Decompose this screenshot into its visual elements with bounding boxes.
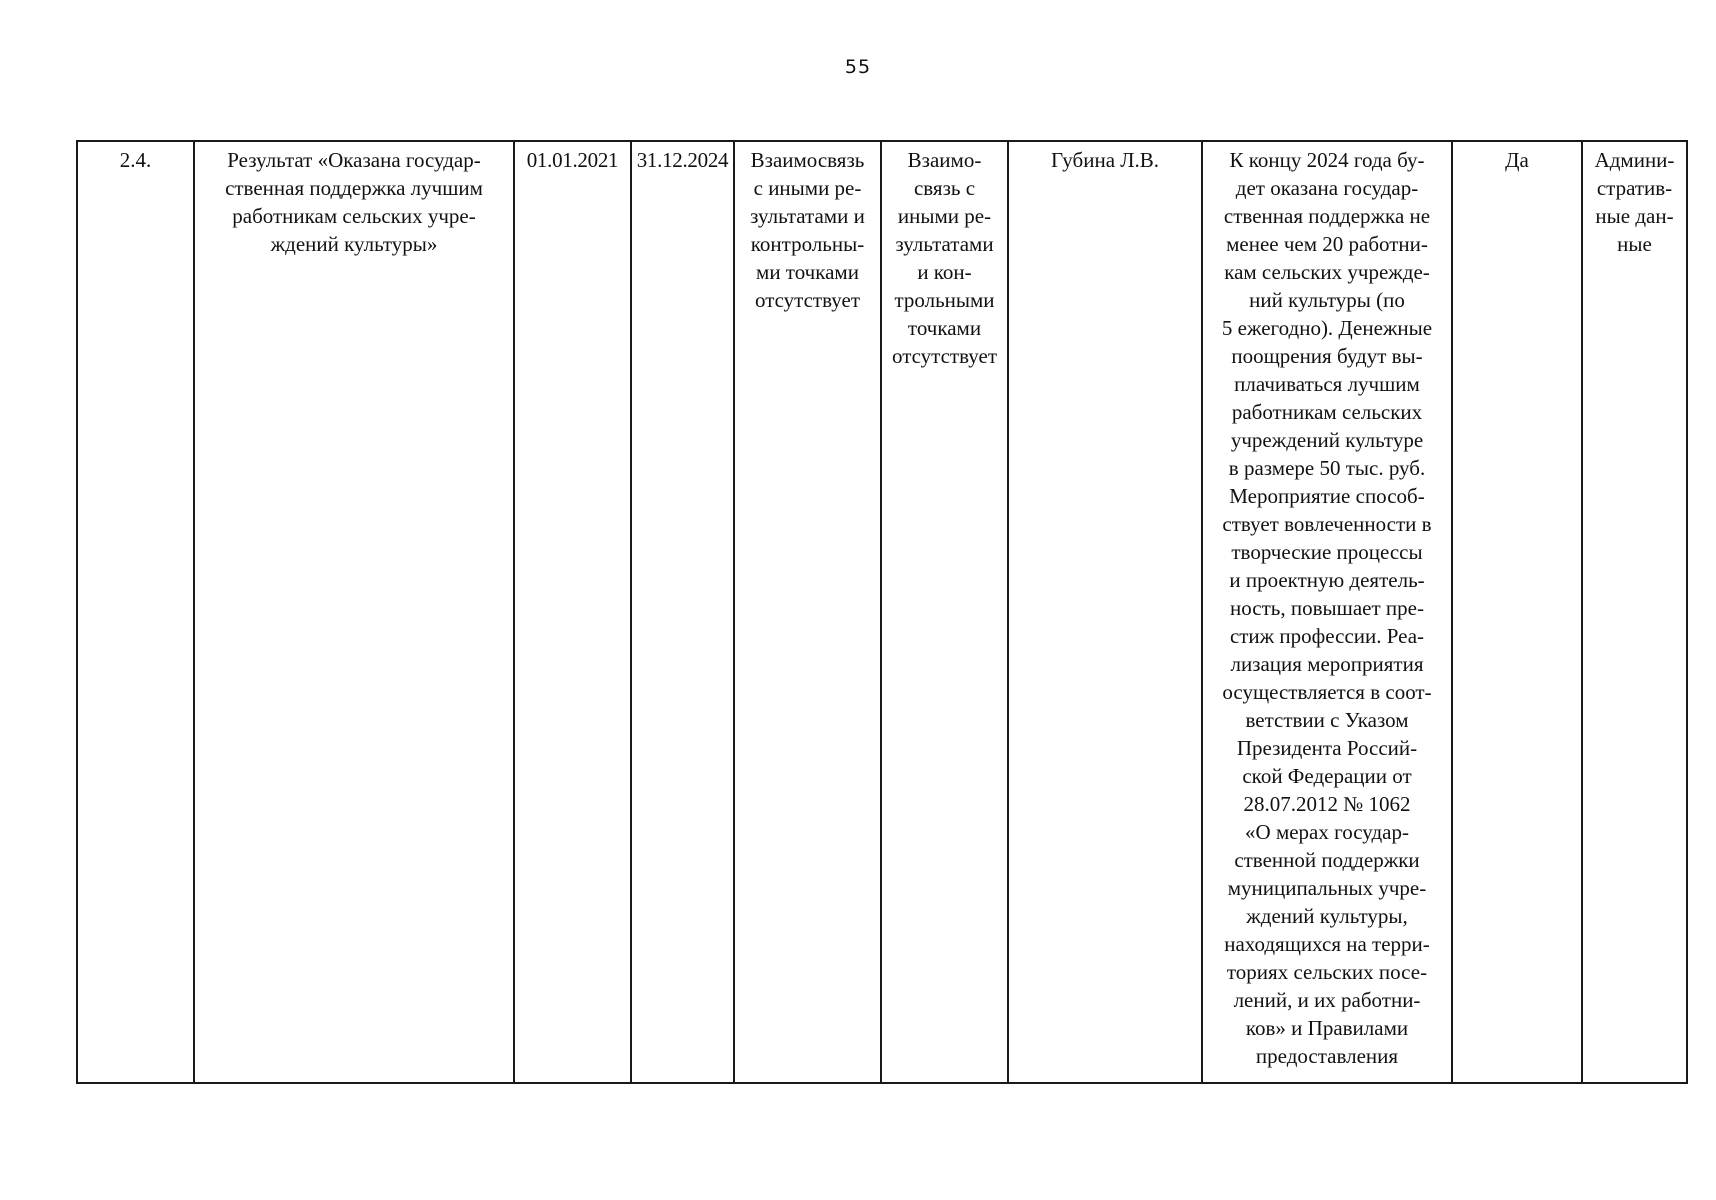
start-date: 01.01.2021 <box>514 141 631 1083</box>
row-number: 2.4. <box>77 141 194 1083</box>
relation-2: Взаимо- связь с иными ре- зультатами и кон- трольными точками отсутствует <box>881 141 1008 1083</box>
result-name: Результат «Оказана государ- ственная поддержка лучшим работникам сельских учре- ждений культуры» <box>194 141 514 1083</box>
relation-1: Взаимосвязь с иными ре- зультатами и контрольны- ми точками отсутствует <box>734 141 881 1083</box>
table-row <box>77 141 1687 1083</box>
data-source: Админи- стратив- ные дан- ные <box>1582 141 1687 1083</box>
results-table <box>76 140 1688 1084</box>
end-date: 31.12.2024 <box>631 141 734 1083</box>
flag-value: Да <box>1452 141 1582 1083</box>
page-number: 55 <box>844 56 872 78</box>
result-description: К концу 2024 года бу- дет оказана государ- ственная поддержка не менее чем 20 работни- кам сельских учрежде- ний культуры (по 5 ежегодно). Денежные поощрения будут вы- плачиваться лучшим работникам сельских учреждений культуре в размере 50 тыс. руб. Мероприятие способ- ствует вовлеченности в творческие процессы и проектную деятель- ность, повышает пре- стиж профессии. Реа- лизация мероприятия осуществляется в соот- ветствии с Указом Президента Россий- ской Федерации от 28.07.2012 № 1062 «О мерах государ- ственной поддержки муниципальных учре- ждений культуры, находящихся на терри- ториях сельских посе- лений, и их работни- ков» и Правилами предоставления <box>1202 141 1452 1083</box>
responsible-person: Губина Л.В. <box>1008 141 1202 1083</box>
